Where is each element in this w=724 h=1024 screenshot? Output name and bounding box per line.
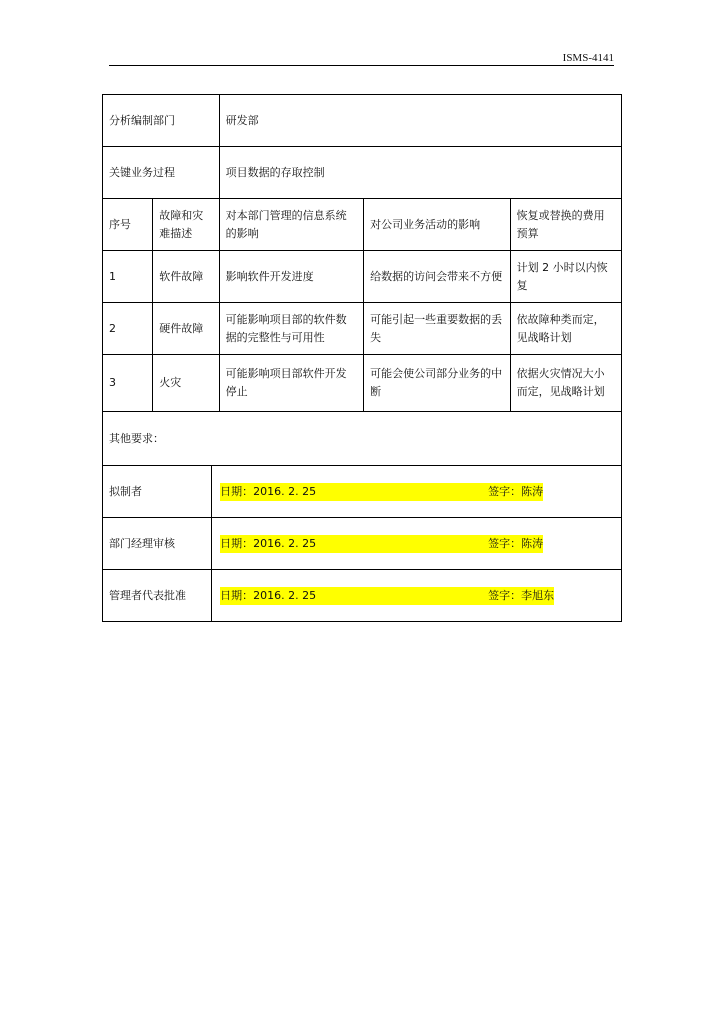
col-impact-dept-header: 对本部门管理的信息系统的影响 — [219, 199, 363, 251]
signoff-role: 管理者代表批准 — [103, 570, 212, 622]
item-impact-dept: 可能影响项目部的软件数据的完整性与可用性 — [219, 303, 363, 355]
col-recovery-header: 恢复或替换的费用预算 — [510, 199, 621, 251]
analysis-form-table — [102, 94, 622, 622]
item-fault: 软件故障 — [153, 251, 219, 303]
process-value: 项目数据的存取控制 — [219, 147, 621, 199]
col-seq-header: 序号 — [103, 199, 153, 251]
item-recovery: 计划 2 小时以内恢复 — [510, 251, 621, 303]
signoff-row — [103, 518, 622, 570]
item-seq: 3 — [103, 355, 153, 412]
item-impact-business: 给数据的访问会带来不方便 — [364, 251, 511, 303]
item-seq: 1 — [103, 251, 153, 303]
item-fault: 硬件故障 — [153, 303, 219, 355]
item-fault: 火灾 — [153, 355, 219, 412]
signoff-role: 部门经理审核 — [103, 518, 212, 570]
table-row — [103, 355, 622, 412]
signoff-details — [212, 466, 622, 518]
other-requirements-row — [103, 412, 622, 466]
signoff-details — [212, 518, 622, 570]
signoff-date: 日期：2016. 2. 25 — [220, 483, 488, 501]
signoff-signature: 签字：李旭东 — [488, 587, 554, 605]
signoff-signature: 签字：陈涛 — [488, 535, 543, 553]
signoff-date: 日期：2016. 2. 25 — [220, 587, 488, 605]
signoff-signature: 签字：陈涛 — [488, 483, 543, 501]
item-impact-dept: 影响软件开发进度 — [219, 251, 363, 303]
item-impact-business: 可能引起一些重要数据的丢失 — [364, 303, 511, 355]
item-impact-dept: 可能影响项目部软件开发停止 — [219, 355, 363, 412]
item-recovery: 依据火灾情况大小而定，见战略计划 — [510, 355, 621, 412]
header-rule — [109, 65, 614, 66]
item-seq: 2 — [103, 303, 153, 355]
signoff-details — [212, 570, 622, 622]
dept-label: 分析编制部门 — [103, 95, 220, 147]
table-row — [103, 303, 622, 355]
signoff-row — [103, 570, 622, 622]
dept-row — [103, 95, 622, 147]
col-fault-header: 故障和灾难描述 — [153, 199, 219, 251]
column-header-row — [103, 199, 622, 251]
table-row — [103, 251, 622, 303]
process-row — [103, 147, 622, 199]
col-impact-business-header: 对公司业务活动的影响 — [364, 199, 511, 251]
item-recovery: 依故障种类而定，见战略计划 — [510, 303, 621, 355]
process-label: 关键业务过程 — [103, 147, 220, 199]
dept-value: 研发部 — [219, 95, 621, 147]
document-code: ISMS-4141 — [562, 52, 614, 64]
other-requirements-label: 其他要求： — [103, 412, 622, 466]
signoff-role: 拟制者 — [103, 466, 212, 518]
signoff-row — [103, 466, 622, 518]
item-impact-business: 可能会使公司部分业务的中断 — [364, 355, 511, 412]
signoff-date: 日期：2016. 2. 25 — [220, 535, 488, 553]
